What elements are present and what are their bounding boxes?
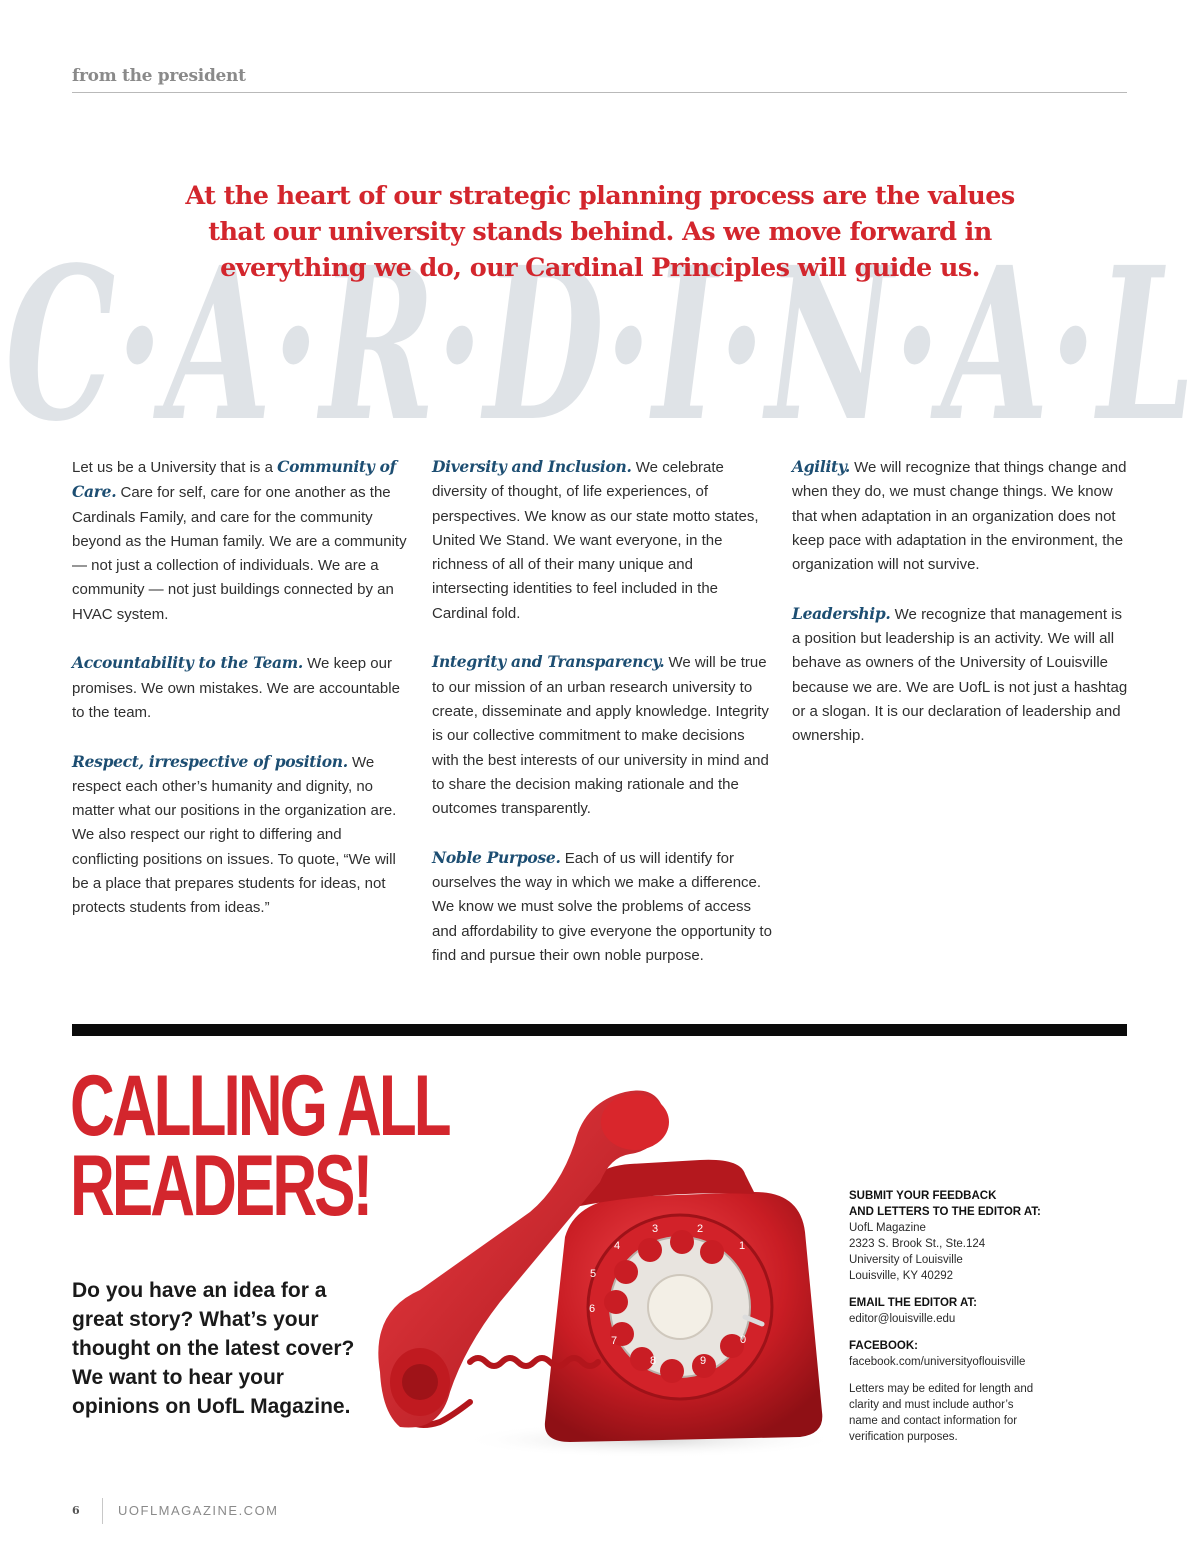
- email-heading: EMAIL THE EDITOR AT:: [849, 1297, 977, 1309]
- handset-earpiece: [601, 1094, 669, 1150]
- pull-quote-line: that our university stands behind. As we move forward in: [208, 217, 992, 247]
- pull-quote: [150, 178, 1050, 286]
- submit-heading: AND LETTERS TO THE EDITOR AT:: [849, 1206, 1041, 1218]
- principle-heading: Leadership.: [792, 603, 891, 623]
- dial-digit: 2: [697, 1223, 704, 1235]
- principle-heading: Noble Purpose.: [432, 847, 561, 867]
- dial-center: [648, 1275, 712, 1339]
- readers-question: Do you have an idea for a great story? What’s your thought on the latest cover? We want to hear your opinions on UofL Magazine.: [72, 1279, 355, 1418]
- site-url[interactable]: UOFLMAGAZINE.COM: [118, 1503, 279, 1518]
- dial-hole: [638, 1238, 662, 1262]
- headline-line: READERS!: [70, 1138, 371, 1234]
- dial-hole: [670, 1230, 694, 1254]
- principle-diversity: Diversity and Inclusion. We celebrate diversity of thought, of life experiences, of perspectives. We know as our state motto states, United We Stand. We want everyone, in the richness of all of their many unique and intersecting identities to feel included in the Cardinal fold.: [432, 457, 759, 622]
- dial-digit: 8: [650, 1355, 657, 1367]
- section-label: from the president: [72, 66, 246, 86]
- disclaimer: Letters may be edited for length and clarity and must include author’s name and contact information for verification purposes.: [849, 1383, 1034, 1443]
- dial-digit: 0: [740, 1334, 747, 1346]
- address-line: 2323 S. Brook St., Ste.124: [849, 1238, 986, 1250]
- address-line: Louisville, KY 40292: [849, 1270, 953, 1282]
- dial-digit: 7: [611, 1335, 618, 1347]
- pull-quote-line: everything we do, our Cardinal Principles will guide us.: [220, 253, 980, 283]
- dial-digit: 4: [614, 1240, 621, 1252]
- pull-quote-line: At the heart of our strategic planning process are the values: [185, 181, 1015, 211]
- submit-feedback-block: [849, 1188, 1089, 1284]
- principle-accountability: Accountability to the Team. We keep our promises. We own mistakes. We are accountable to the team.: [72, 653, 400, 721]
- principles-column-1: [72, 455, 412, 945]
- red-rotary-phone-illustration: [360, 1062, 830, 1462]
- principle-agility: Agility. We will recognize that things change and when they do, we must change things. We know that when adaptation in an organization does not keep pace with adaptation in the environment, the organization will not survive.: [792, 457, 1127, 574]
- dial-digit: 5: [590, 1268, 597, 1280]
- principle-heading: Agility.: [792, 457, 850, 476]
- dial-hole: [700, 1240, 724, 1264]
- dial-digit: 1: [739, 1240, 746, 1252]
- dial-digit: 9: [700, 1355, 707, 1367]
- facebook-block: [849, 1338, 1089, 1370]
- calling-readers-headline: [70, 1058, 449, 1234]
- principle-respect: Respect, irrespective of position. We respect each other’s humanity and dignity, no matter what our positions in the organization are. We also respect our right to differing and conflicting positions on issues. To quote, “We will be a place that prepares students for ideas, not protects students from ideas.”: [72, 751, 397, 917]
- address-line: UofL Magazine: [849, 1222, 926, 1234]
- principle-community: Let us be a University that is a Community of Care. Care for self, care for one another as the Cardinals Family, and care for the community beyond as the Human family. We are a community — not just a collection of individuals. We are a community — not just buildings connected by an HVAC system.: [72, 457, 407, 623]
- facebook-heading: FACEBOOK:: [849, 1340, 918, 1352]
- principles-column-2: [432, 455, 772, 968]
- facebook-link[interactable]: facebook.com/universityoflouisville: [849, 1356, 1026, 1368]
- watermark-text: C·A·R·D·I·N·A·L: [5, 228, 1195, 463]
- principle-heading: Respect, irrespective of position.: [72, 751, 348, 771]
- submit-heading: SUBMIT YOUR FEEDBACK: [849, 1190, 997, 1202]
- dial-hole: [660, 1359, 684, 1383]
- principle-integrity: Integrity and Transparency. We will be true to our mission of an urban research university to create, disseminate and apply knowledge. Integrity is our collective commitment to make decisions with the best interests of our university in mind and to share the decision making rationale and the outcomes transparently.: [432, 652, 769, 818]
- dial-hole: [604, 1290, 628, 1314]
- address-line: University of Louisville: [849, 1254, 963, 1266]
- principle-heading: Diversity and Inclusion.: [432, 457, 632, 476]
- principle-heading: Community of Care.: [72, 457, 396, 502]
- contact-info: [849, 1188, 1089, 1456]
- top-divider: [72, 92, 1127, 93]
- dial-digit: 3: [652, 1223, 659, 1235]
- email-block: [849, 1295, 1089, 1327]
- email-link[interactable]: editor@louisville.edu: [849, 1313, 956, 1325]
- headline-line: CALLING ALL: [70, 1058, 449, 1154]
- principle-heading: Accountability to the Team.: [72, 653, 303, 673]
- principle-heading: Integrity and Transparency.: [432, 652, 665, 672]
- principle-noble-purpose: Noble Purpose. Each of us will identify for ourselves the way in which we make a difference. We know we must solve the problems of access and affordability to give everyone the opportunity to find and pursue their own noble purpose.: [432, 847, 772, 964]
- dial-hole: [614, 1260, 638, 1284]
- page-number: 6: [72, 1504, 80, 1517]
- footer-separator: [102, 1498, 103, 1524]
- principle-leadership: Leadership. We recognize that management is a position but leadership is an activity. We will all behave as owners of the University of Louisville because we are. We are UofL is not just a hashtag or a slogan. It is our declaration of leadership and ownership.: [792, 603, 1128, 745]
- principles-column-3: [792, 430, 1132, 773]
- section-divider-bar: [72, 1024, 1127, 1036]
- dial-digit: 6: [589, 1303, 596, 1315]
